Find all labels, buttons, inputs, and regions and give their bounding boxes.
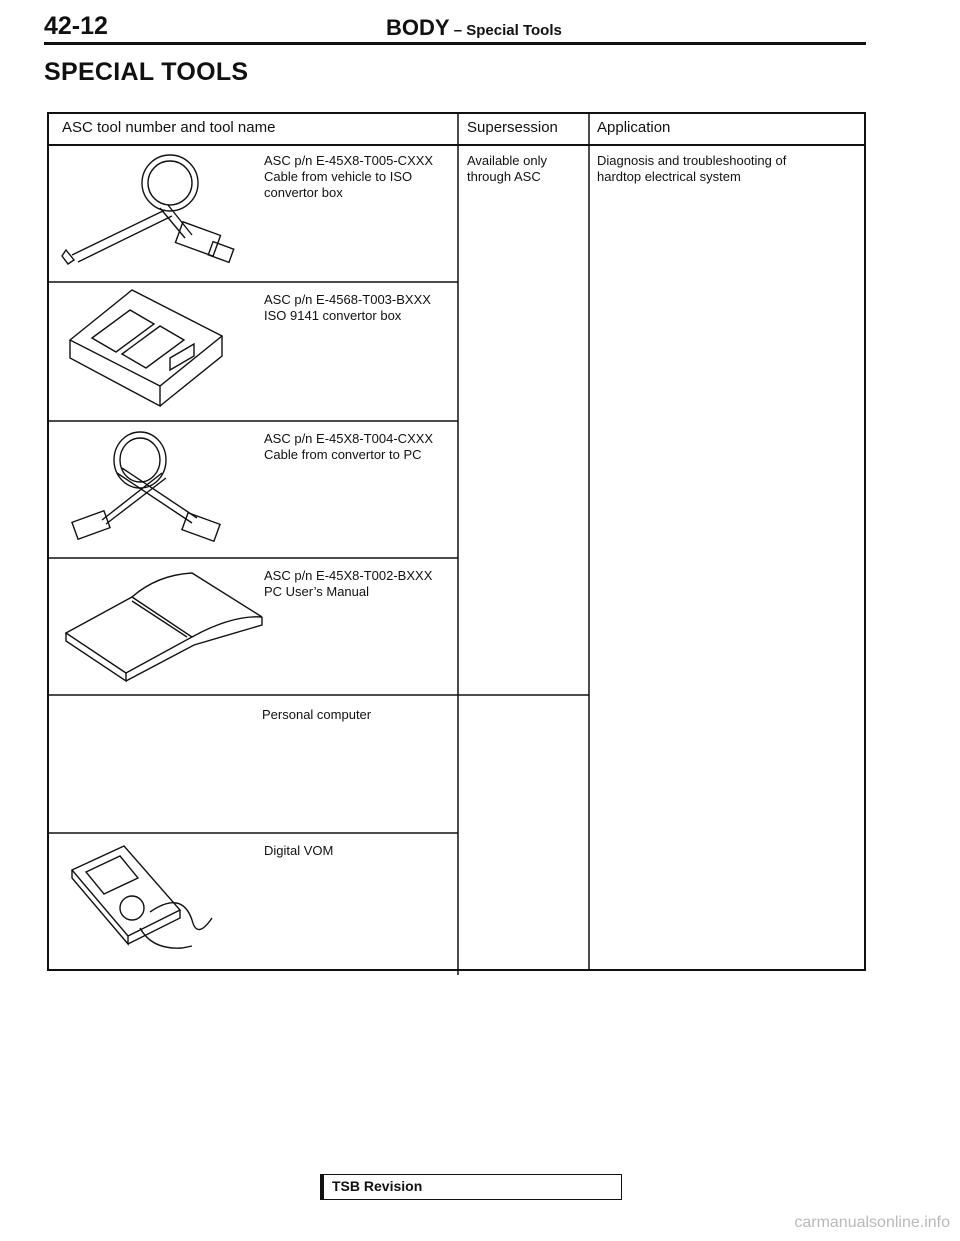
section-name: BODY [386, 15, 450, 40]
convertor-box-icon [62, 288, 232, 413]
page-title: SPECIAL TOOLS [44, 58, 249, 86]
application-cell: Diagnosis and troubleshooting of hardtop electrical system [597, 153, 787, 184]
column-header-supersession: Supersession [467, 119, 558, 136]
column-header-application: Application [597, 119, 671, 136]
page-number: 42-12 [44, 12, 108, 40]
tool-name-cell: Personal computer [262, 707, 372, 722]
supersession-cell: Available only through ASC [467, 153, 547, 184]
tsb-revision-box [320, 1174, 622, 1200]
tool-name-cell: ASC p/n E-45X8-T002-BXXX PC User’s Manual [264, 568, 433, 599]
digital-vom-icon [62, 840, 232, 965]
tool-name-cell: Digital VOM [264, 843, 334, 858]
tool-name-cell: ASC p/n E-4568-T003-BXXX ISO 9141 convertor box [264, 292, 431, 323]
column-header-tool: ASC tool number and tool name [62, 119, 276, 136]
tool-name-cell: ASC p/n E-45X8-T005-CXXX Cable from vehicle to ISO convertor box [264, 153, 434, 200]
subsection-name: Special Tools [466, 22, 562, 39]
section-dash: – [449, 22, 467, 39]
cable-vehicle-to-iso-icon [60, 150, 250, 275]
manual-book-icon [62, 565, 267, 690]
tsb-revision-label: TSB Revision [332, 1178, 423, 1194]
cable-convertor-to-pc-icon [62, 428, 237, 553]
watermark: carmanualsonline.info [794, 1214, 950, 1231]
tool-name-cell: ASC p/n E-45X8-T004-CXXX Cable from convertor to PC [264, 431, 434, 462]
